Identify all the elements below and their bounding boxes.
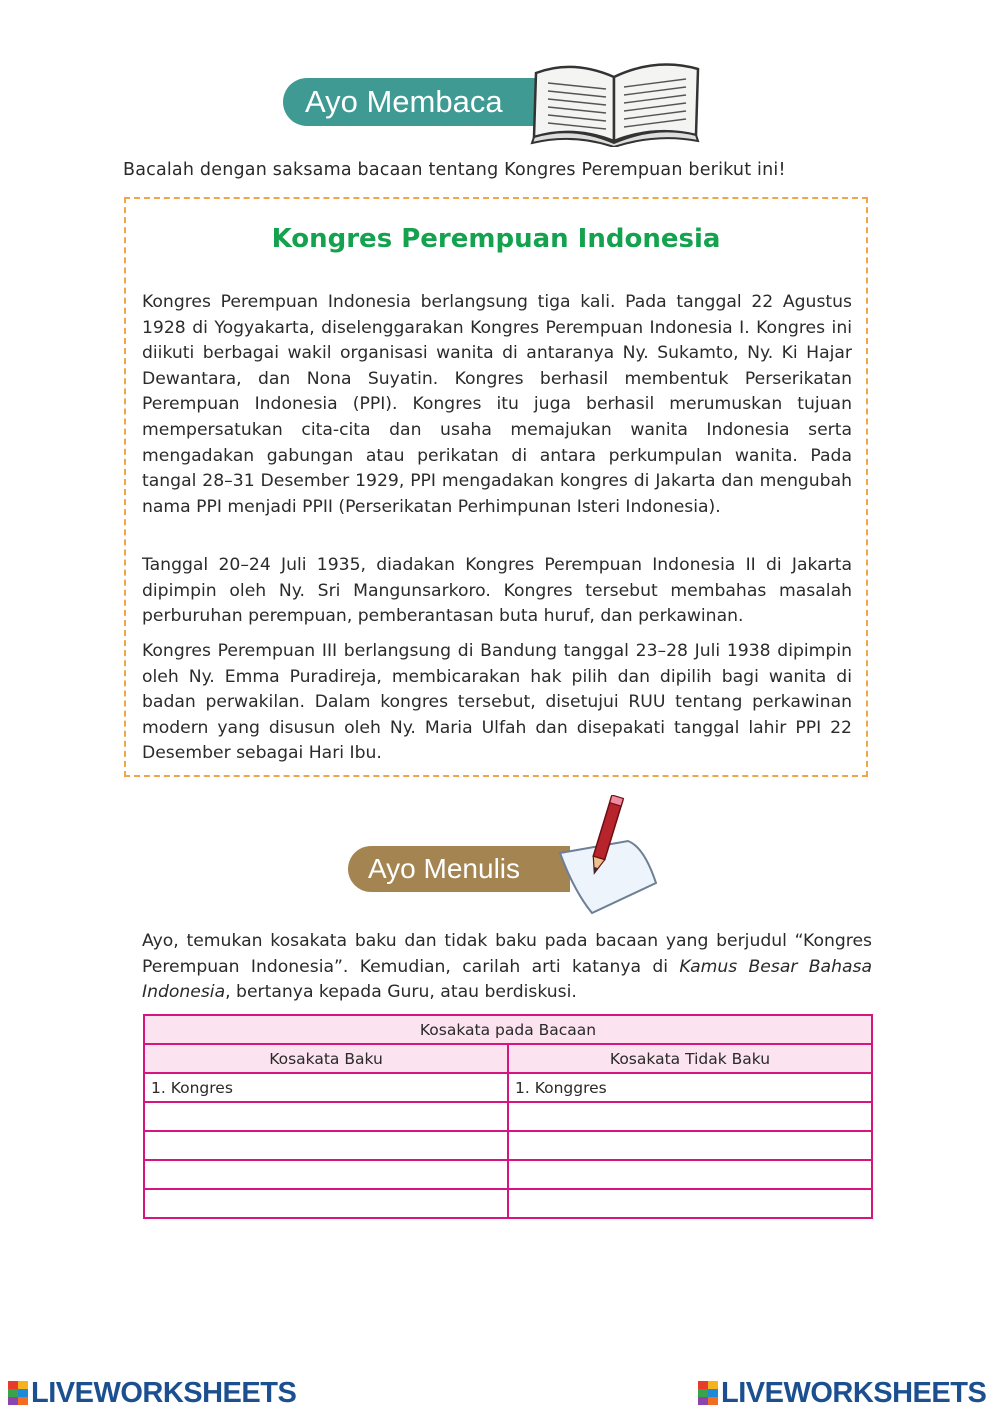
liveworksheets-logo-text: LIVEWORKSHEETS [31, 1376, 297, 1409]
open-book-icon [528, 55, 703, 147]
liveworksheets-logo-text: LIVEWORKSHEETS [721, 1376, 987, 1409]
table-header: Kosakata pada Bacaan [144, 1015, 872, 1044]
instruction-text: Ayo, temukan kosakata baku dan tidak baku pada bacaan yang berjudul “Kongres Perempuan Indonesia”. Kemudian, carilah arti katanya di [142, 931, 872, 977]
table-row [144, 1102, 872, 1131]
ayo-membaca-banner: Ayo Membaca [283, 78, 583, 126]
table-cell-baku[interactable] [144, 1160, 508, 1189]
table-row [144, 1189, 872, 1218]
writing-instruction [142, 929, 872, 1006]
table-row [144, 1131, 872, 1160]
instruction-text-end: , bertanya kepada Guru, atau berdiskusi. [225, 982, 577, 1003]
reading-paragraph-3: Kongres Perempuan III berlangsung di Bandung tanggal 23–28 Juli 1938 dipimpin oleh Ny. Emma Puradireja, membicarakan hak pilih dan dipilih bagi wanita di badan perwakilan. Dalam kongres tersebut, disetujui RUU tentang perkawinan modern yang disusun oleh Ny. Maria Ulfah dan disepakati tanggal lahir PPI 22 Desember sebagai Hari Ibu. [142, 641, 852, 764]
liveworksheets-logo-left[interactable] [8, 1378, 296, 1408]
table-cell-tidak-baku[interactable]: 1. Konggres [508, 1073, 872, 1102]
table-cell-tidak-baku[interactable] [508, 1160, 872, 1189]
table-cell-baku[interactable] [144, 1102, 508, 1131]
column-header-tidak-baku: Kosakata Tidak Baku [508, 1044, 872, 1073]
reading-paragraph-2: Tanggal 20–24 Juli 1935, diadakan Kongres Perempuan Indonesia II di Jakarta dipimpin oleh Ny. Sri Mangunsarkoro. Kongres tersebut membahas masalah perburuhan perempuan, pemberantasan buta huruf, dan perkawinan. [142, 555, 852, 627]
liveworksheets-logo-icon [698, 1381, 718, 1405]
liveworksheets-logo-right[interactable] [698, 1378, 986, 1408]
table-cell-baku[interactable]: 1. Kongres [144, 1073, 508, 1102]
reading-title: Kongres Perempuan Indonesia [271, 224, 721, 254]
table-cell-tidak-baku[interactable] [508, 1189, 872, 1218]
table-row [144, 1160, 872, 1189]
instruction-kbbi: Kamus Besar Bahasa Indonesia [142, 956, 872, 1003]
ayo-menulis-banner: Ayo Menulis [348, 846, 570, 892]
pencil-paper-icon [548, 795, 663, 920]
table-cell-baku[interactable] [144, 1189, 508, 1218]
column-header-baku: Kosakata Baku [144, 1044, 508, 1073]
reading-paragraph-1: Kongres Perempuan Indonesia berlangsung tiga kali. Pada tanggal 22 Agustus 1928 di Yogyakarta, diselenggarakan Kongres Perempuan Indonesia I. Kongres ini diikuti berbagai wakil organisasi wanita di antaranya Ny. Sukamto, Ny. Ki Hajar Dewantara, dan Nona Suyatin. Kongres berhasil membentuk Perserikatan Perempuan Indonesia (PPI). Kongres itu juga berhasil merumuskan tujuan mempersatukan cita-cita dan usaha memajukan wanita Indonesia serta mengadakan gabungan atau perikatan di antara perkumpulan wanita. Pada tangal 28–31 Desember 1929, PPI mengadakan kongres di Jakarta dan mengubah nama PPI menjadi PPII (Perserikatan Perhimpunan Isteri Indonesia). [142, 292, 852, 517]
table-row [144, 1073, 872, 1102]
table-cell-tidak-baku[interactable] [508, 1131, 872, 1160]
reading-instruction: Bacalah dengan saksama bacaan tentang Kongres Perempuan berikut ini! [123, 160, 786, 180]
vocabulary-table [143, 1014, 873, 1219]
table-cell-baku[interactable] [144, 1131, 508, 1160]
liveworksheets-logo-icon [8, 1381, 28, 1405]
table-cell-tidak-baku[interactable] [508, 1102, 872, 1131]
